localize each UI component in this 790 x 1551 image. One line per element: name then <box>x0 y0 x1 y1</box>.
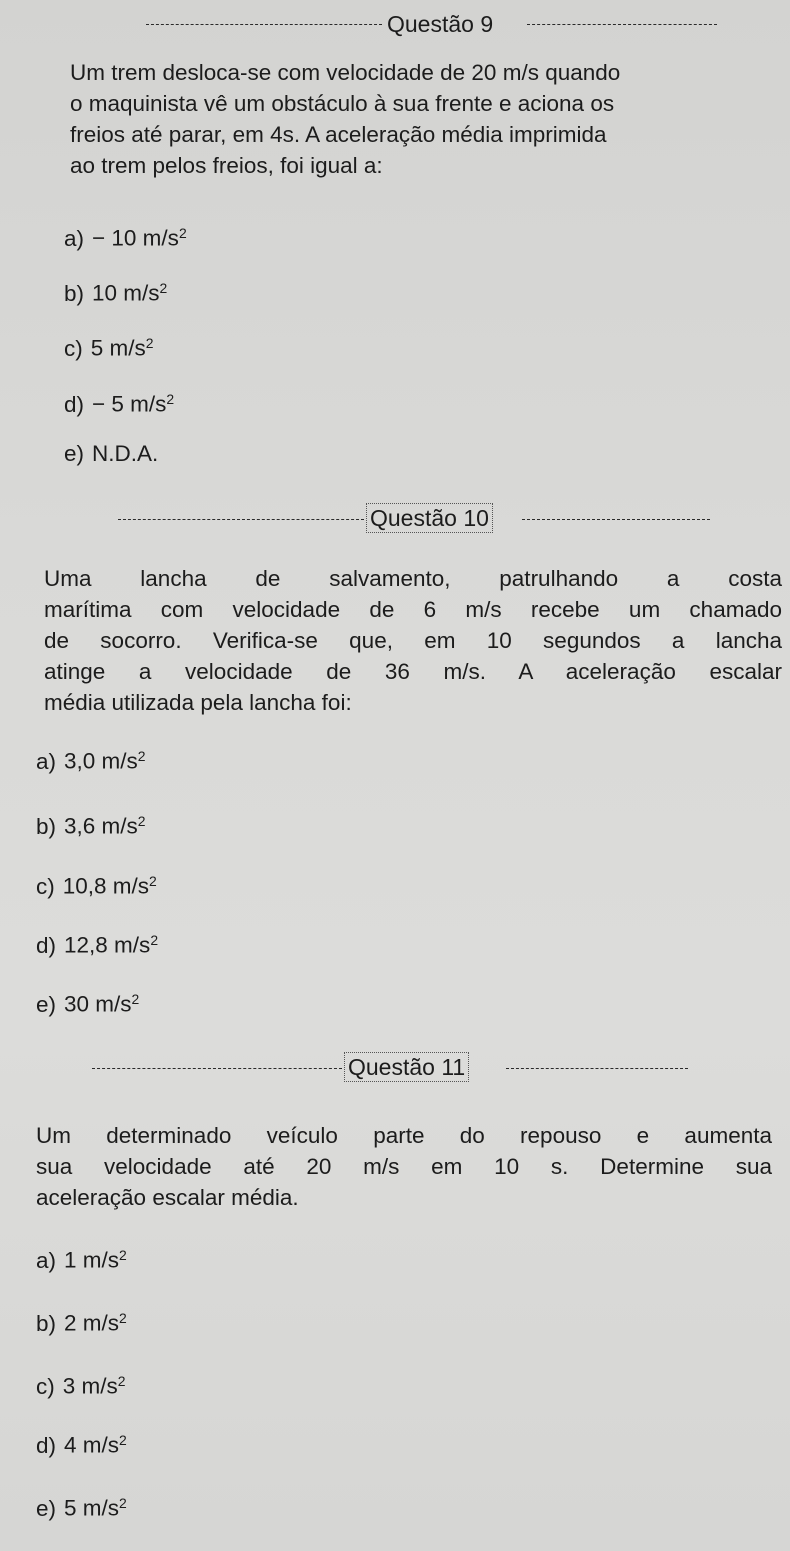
option-value: 30 m/s <box>64 991 132 1017</box>
option-letter: e) <box>36 1495 57 1521</box>
stem-line: marítima com velocidade de 6 m/s recebe um chamado <box>44 597 782 622</box>
option-exponent: 2 <box>119 1310 127 1326</box>
q10-option-e[interactable] <box>36 984 139 1020</box>
option-letter: e) <box>36 991 57 1017</box>
option-value: − 10 m/s <box>92 225 179 251</box>
q9-option-c[interactable] <box>64 328 154 364</box>
q9-option-e[interactable] <box>64 439 158 469</box>
stem-line: aceleração escalar média. <box>36 1185 299 1210</box>
question-11-stem <box>36 1120 772 1213</box>
option-exponent: 2 <box>166 391 175 407</box>
q9-option-b[interactable] <box>64 273 167 309</box>
stem-line: de socorro. Verifica-se que, em 10 segundos a lancha <box>44 628 782 653</box>
option-letter: d) <box>64 391 85 417</box>
option-letter: a) <box>64 225 85 251</box>
stem-line: média utilizada pela lancha foi: <box>44 690 352 715</box>
stem-line: freios até parar, em 4s. A aceleração média imprimida <box>70 122 607 147</box>
question-10-header <box>0 503 790 535</box>
option-value: N.D.A. <box>92 441 159 466</box>
q11-option-b[interactable] <box>36 1303 127 1339</box>
header-rule-right <box>506 1068 688 1069</box>
option-value: 1 m/s <box>64 1247 120 1273</box>
option-exponent: 2 <box>119 1495 127 1511</box>
option-exponent: 2 <box>145 335 154 351</box>
option-letter: a) <box>36 748 57 774</box>
question-9-header <box>0 8 790 40</box>
question-9-title: Questão 9 <box>387 11 494 37</box>
q10-option-b[interactable] <box>36 806 146 842</box>
option-value: 4 m/s <box>64 1432 120 1458</box>
option-value: 2 m/s <box>64 1310 120 1336</box>
option-exponent: 2 <box>131 991 140 1007</box>
question-9-stem <box>70 57 770 181</box>
option-letter: b) <box>64 280 85 306</box>
option-letter: c) <box>64 335 83 361</box>
q9-option-a[interactable] <box>64 218 187 254</box>
question-10-stem <box>44 563 782 718</box>
option-value: 10,8 m/s <box>62 873 150 899</box>
stem-line: Um determinado veículo parte do repouso e aumenta <box>36 1123 772 1148</box>
option-exponent: 2 <box>159 280 168 296</box>
option-letter: b) <box>36 813 57 839</box>
option-value: 5 m/s <box>64 1495 120 1521</box>
option-exponent: 2 <box>119 1247 127 1263</box>
option-value: 5 m/s <box>90 335 146 361</box>
option-letter: a) <box>36 1247 57 1273</box>
option-value: 3,6 m/s <box>64 813 138 839</box>
option-value: 12,8 m/s <box>64 932 151 958</box>
q9-option-d[interactable] <box>64 384 174 420</box>
option-exponent: 2 <box>119 1432 127 1448</box>
option-letter: c) <box>36 873 55 899</box>
header-rule-left <box>146 24 382 25</box>
stem-line: atinge a velocidade de 36 m/s. A aceleração escalar <box>44 659 782 684</box>
header-rule-left <box>92 1068 342 1069</box>
option-value: 3,0 m/s <box>64 748 138 774</box>
option-letter: d) <box>36 1432 57 1458</box>
q11-option-d[interactable] <box>36 1425 127 1461</box>
stem-line: o maquinista vê um obstáculo à sua frente e aciona os <box>70 91 615 116</box>
question-11-title: Questão 11 <box>344 1052 469 1082</box>
option-value: 10 m/s <box>92 280 160 306</box>
question-11-header <box>0 1052 790 1084</box>
option-value: − 5 m/s <box>92 391 167 417</box>
header-rule-right <box>522 519 710 520</box>
q10-option-c[interactable] <box>36 866 157 902</box>
option-exponent: 2 <box>149 873 157 889</box>
option-exponent: 2 <box>137 748 146 764</box>
stem-line: Um trem desloca-se com velocidade de 20 m/s quando <box>70 60 621 85</box>
q11-option-a[interactable] <box>36 1240 127 1276</box>
stem-line: ao trem pelos freios, foi igual a: <box>70 153 383 178</box>
q10-option-d[interactable] <box>36 925 158 961</box>
stem-line: Uma lancha de salvamento, patrulhando a costa <box>44 566 782 591</box>
option-letter: c) <box>36 1373 55 1399</box>
header-rule-left <box>118 519 364 520</box>
option-exponent: 2 <box>150 932 159 948</box>
option-exponent: 2 <box>178 225 187 241</box>
question-10-title: Questão 10 <box>366 503 493 533</box>
option-exponent: 2 <box>137 813 146 829</box>
header-rule-right <box>527 24 717 25</box>
stem-line: sua velocidade até 20 m/s em 10 s. Determine sua <box>36 1154 772 1179</box>
option-value: 3 m/s <box>62 1373 118 1399</box>
q10-option-a[interactable] <box>36 741 146 777</box>
q11-option-c[interactable] <box>36 1366 126 1402</box>
option-letter: d) <box>36 932 57 958</box>
option-letter: b) <box>36 1310 57 1336</box>
q11-option-e[interactable] <box>36 1488 127 1524</box>
option-letter: e) <box>64 441 85 466</box>
option-exponent: 2 <box>117 1373 126 1389</box>
